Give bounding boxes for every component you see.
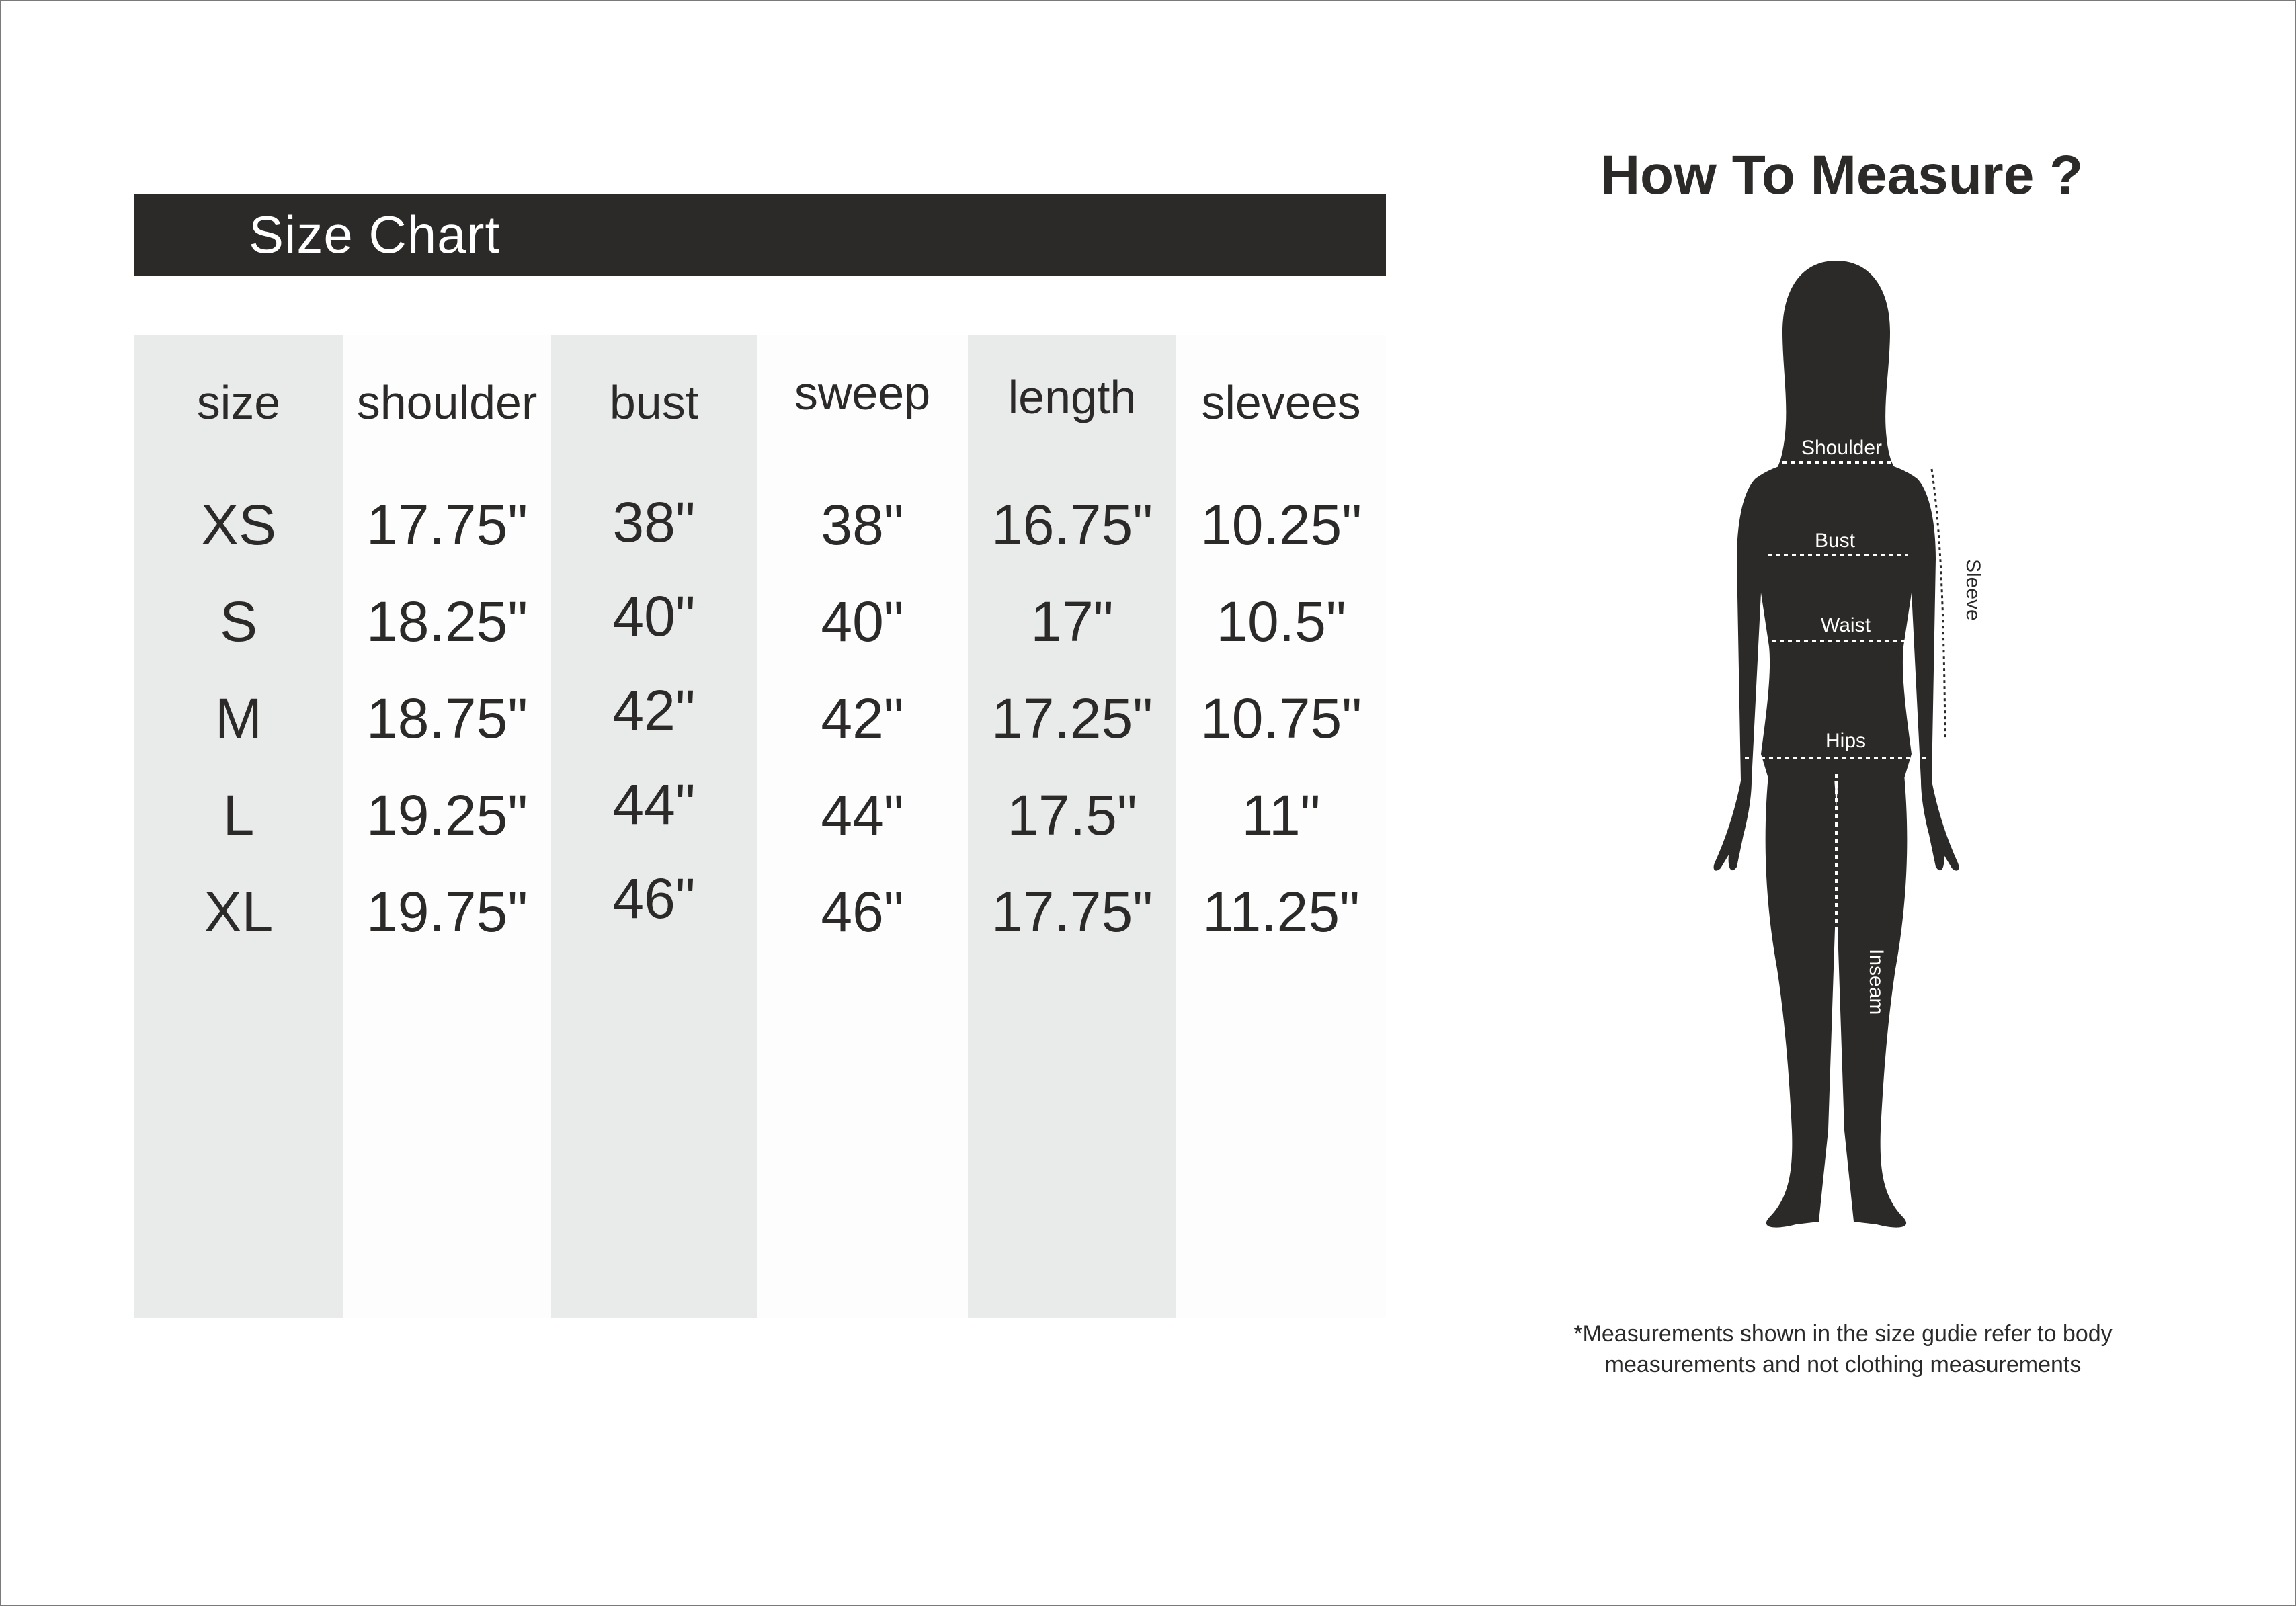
column-header: length [1008,371,1137,423]
size-chart-header-bar [134,194,1386,276]
sleeve-label: Sleeve [1962,559,1984,621]
hips-label: Hips [1825,730,1867,752]
table-cell: 17.75" [991,880,1153,943]
table-cell: 46" [821,880,904,943]
bust-label: Bust [1814,530,1856,552]
table-cell: 16.75" [991,493,1153,556]
table-cell: 10.25" [1200,493,1362,556]
table-cell: XS [200,493,277,556]
column-length [968,335,1176,1318]
table-cell: 38" [612,491,696,554]
column-header: size [196,376,281,429]
shoulder-label: Shoulder [1801,437,1883,459]
table-cell: 19.25" [366,784,528,847]
table-cell: 44" [821,784,904,847]
table-cell: 17" [1030,590,1114,653]
table-cell: 38" [821,493,904,556]
table-cell: 11.25" [1202,880,1360,943]
table-cell: M [215,687,262,750]
column-header: sweep [794,367,931,419]
table-cell: 44" [612,773,696,836]
size-table [134,335,1386,1318]
table-cell: 17.25" [991,687,1153,750]
table-cell: 42" [612,679,696,742]
column-shoulder [343,335,551,1318]
how-to-measure-title: How To Measure ? [1600,144,2084,206]
table-cell: 11" [1241,784,1321,847]
table-cell: 46" [612,867,696,930]
table-cell: 18.25" [366,590,528,653]
column-header: bust [609,376,699,429]
table-cell: 18.75" [366,687,528,750]
measurement-footnote [1500,1318,2186,1380]
column-sweep [757,335,968,1318]
table-cell: 17.5" [1007,784,1137,847]
body-silhouette-figure [1682,257,1991,1278]
table-cell: 40" [821,590,904,653]
column-header: shoulder [356,376,538,429]
table-cell: 42" [821,687,904,750]
column-header: slevees [1201,376,1361,429]
table-cell: 19.75" [366,880,528,943]
table-cell: 17.75" [366,493,528,556]
table-cell: 40" [612,585,696,648]
waist-label: Waist [1821,614,1871,636]
table-cell: 10.75" [1200,687,1362,750]
size-chart-title: Size Chart [249,205,501,264]
footnote-line: measurements and not clothing measurements [1604,1352,2082,1378]
footnote-line: *Measurements shown in the size gudie refer to body [1573,1321,2113,1347]
table-cell: L [222,784,255,847]
table-cell: 10.5" [1216,590,1346,653]
column-bust [551,335,757,1318]
table-cell: S [219,590,258,653]
column-size [134,335,343,1318]
table-cell: XL [204,880,274,943]
body-silhouette-icon [1682,257,1991,1278]
column-sleeves [1176,335,1386,1318]
inseam-label: Inseam [1865,949,1887,1015]
